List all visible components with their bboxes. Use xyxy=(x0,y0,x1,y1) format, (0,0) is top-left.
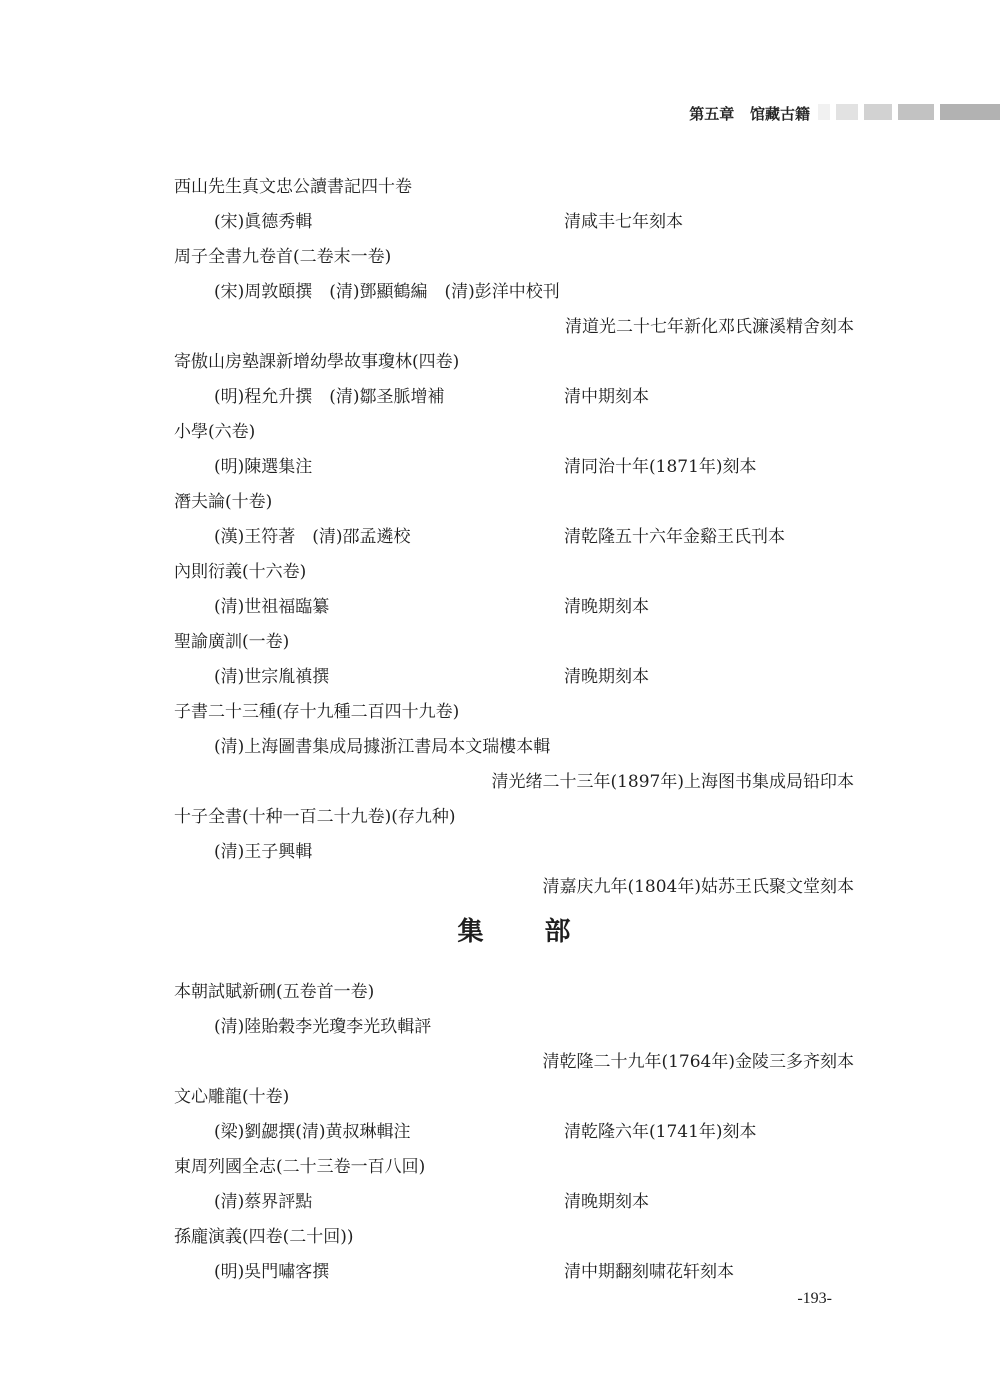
header-band-1 xyxy=(818,104,830,120)
edition-note: 清晚期刻本 xyxy=(564,597,649,617)
catalog-content xyxy=(174,170,854,1290)
book-title: 寄傲山房塾課新增幼學故事瓊林(四卷) xyxy=(174,352,460,372)
author-note: (清)陸貽穀李光瓊李光玖輯評 xyxy=(214,1017,432,1037)
edition-note: 清光绪二十三年(1897年)上海图书集成局铅印本 xyxy=(491,772,854,792)
edition-note: 清咸丰七年刻本 xyxy=(564,212,683,232)
edition-note: 清乾隆六年(1741年)刻本 xyxy=(564,1122,757,1142)
catalog-line xyxy=(174,1115,854,1150)
author-note: (梁)劉勰撰(清)黄叔琳輯注 xyxy=(214,1122,411,1142)
catalog-line xyxy=(174,380,854,415)
book-title: 周子全書九卷首(二卷末一卷) xyxy=(174,247,392,267)
catalog-line xyxy=(174,730,854,765)
catalog-line xyxy=(174,275,854,310)
header-band-3 xyxy=(864,104,892,120)
catalog-list-zi xyxy=(174,170,854,905)
catalog-line xyxy=(174,1045,854,1080)
book-title: 孫龐演義(四卷(二十回)) xyxy=(174,1227,354,1247)
edition-note: 清乾隆二十九年(1764年)金陵三多齐刻本 xyxy=(542,1052,854,1072)
author-note: (清)上海圖書集成局據浙江書局本文瑞樓本輯 xyxy=(214,737,551,757)
book-title: 聖諭廣訓(一卷) xyxy=(174,632,290,652)
book-title: 潛夫論(十卷) xyxy=(174,492,273,512)
author-note: (明)程允升撰 (清)鄒圣脈增補 xyxy=(214,387,445,407)
book-title: 東周列國全志(二十三卷一百八回) xyxy=(174,1157,426,1177)
edition-note: 清晚期刻本 xyxy=(564,667,649,687)
book-title: 子書二十三種(存十九種二百四十九卷) xyxy=(174,702,460,722)
author-note: (漢)王符著 (清)邵孟遴校 xyxy=(214,527,411,547)
catalog-line xyxy=(174,1010,854,1045)
catalog-line xyxy=(174,870,854,905)
book-title: 內則衍義(十六卷) xyxy=(174,562,307,582)
book-title: 西山先生真文忠公讀書記四十卷 xyxy=(174,177,412,197)
edition-note: 清同治十年(1871年)刻本 xyxy=(564,457,757,477)
edition-note: 清道光二十七年新化邓氏濂溪精舍刻本 xyxy=(565,317,854,337)
section-label: 馆藏古籍 xyxy=(749,105,810,123)
author-note: (宋)周敦頤撰 (清)鄧顯鶴編 (清)彭洋中校刊 xyxy=(214,282,560,302)
author-note: (清)世祖福臨纂 xyxy=(214,597,330,617)
book-title: 本朝試賦新硎(五卷首一卷) xyxy=(174,982,375,1002)
edition-note: 清乾隆五十六年金谿王氏刊本 xyxy=(564,527,785,547)
header-band-2 xyxy=(836,104,858,120)
book-title: 十子全書(十种一百二十九卷)(存九种) xyxy=(174,807,456,827)
catalog-line xyxy=(174,660,854,695)
edition-note: 清嘉庆九年(1804年)姑苏王氏聚文堂刻本 xyxy=(542,877,854,897)
header-band-5 xyxy=(940,104,1000,120)
author-note: (清)蔡界評點 xyxy=(214,1192,313,1212)
author-note: (清)世宗胤禛撰 xyxy=(214,667,330,687)
catalog-line xyxy=(174,1185,854,1220)
edition-note: 清中期翻刻啸花轩刻本 xyxy=(564,1262,734,1282)
catalog-line xyxy=(174,590,854,625)
running-header xyxy=(590,103,810,124)
catalog-line xyxy=(174,310,854,345)
chapter-label: 第五章 xyxy=(689,105,735,123)
header-band-4 xyxy=(898,104,934,120)
catalog-line xyxy=(174,450,854,485)
author-note: (明)陳選集注 xyxy=(214,457,313,477)
edition-note: 清中期刻本 xyxy=(564,387,649,407)
catalog-line xyxy=(174,520,854,555)
section-heading: 集 部 xyxy=(457,917,597,947)
edition-note: 清晚期刻本 xyxy=(564,1192,649,1212)
author-note: (宋)眞德秀輯 xyxy=(214,212,313,232)
catalog-line xyxy=(174,765,854,800)
page-number: -193- xyxy=(797,1290,832,1307)
catalog-line xyxy=(174,1255,854,1290)
book-title: 文心雕龍(十卷) xyxy=(174,1087,290,1107)
catalog-line xyxy=(174,205,854,240)
catalog-line xyxy=(174,835,854,870)
author-note: (清)王子興輯 xyxy=(214,842,313,862)
author-note: (明)吳門嘯客撰 xyxy=(214,1262,330,1282)
catalog-list-ji xyxy=(174,975,854,1290)
book-title: 小學(六卷) xyxy=(174,422,256,442)
